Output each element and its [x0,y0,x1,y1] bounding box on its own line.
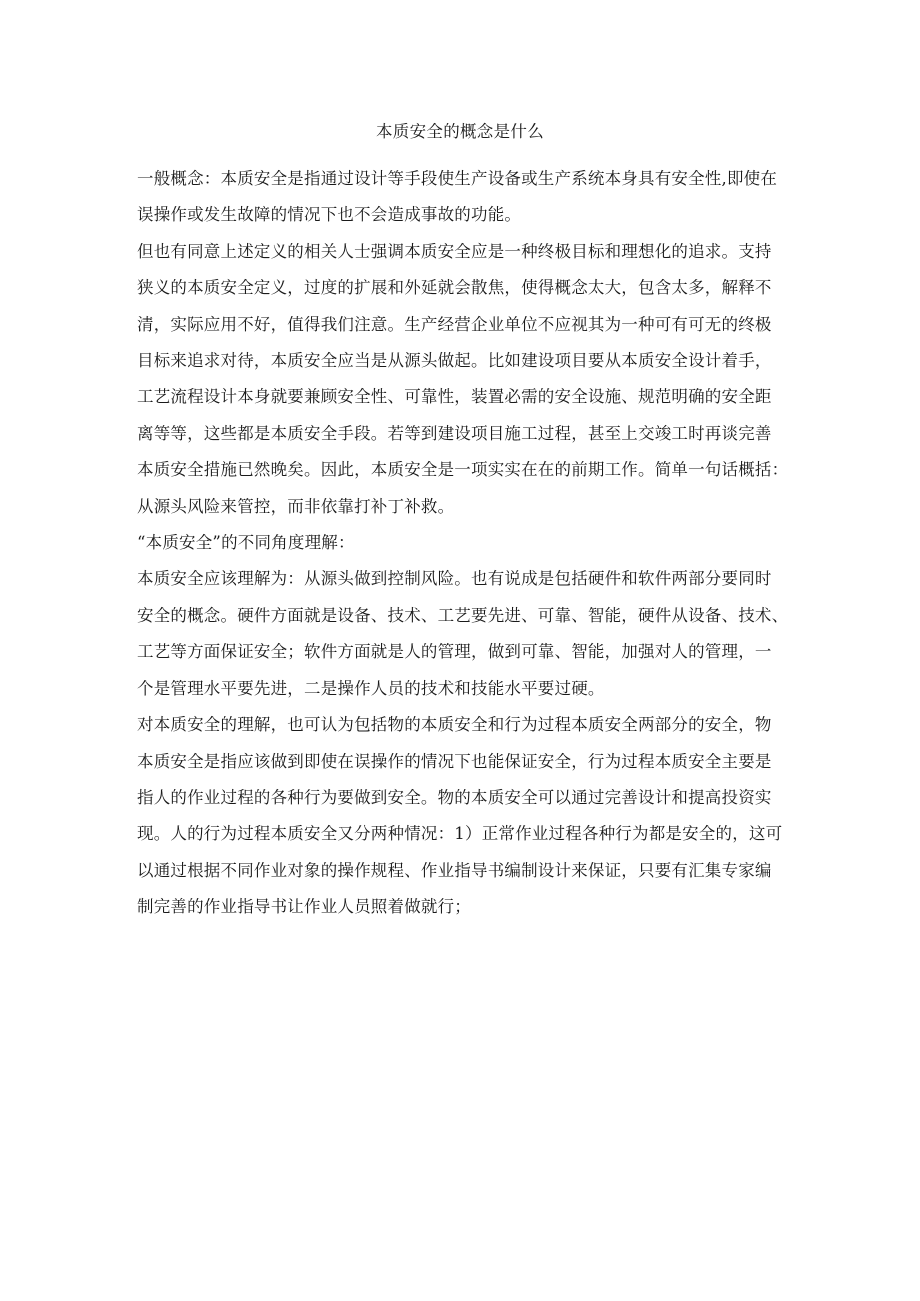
text-line: 一般概念：本质安全是指通过设计等手段使生产设备或生产系统本身具有安全性,即使在 [137,169,778,188]
text-line: 但也有同意上述定义的相关人士强调本质安全应是一种终极目标和理想化的追求。支持 [137,241,772,261]
text-line: 工艺流程设计本身就要兼顾安全性、可靠性，装置必需的安全设施、规范明确的安全距 [137,387,772,407]
text-line: 误操作或发生故障的情况下也不会造成事故的功能。 [137,205,522,225]
text-line: 清，实际应用不好，值得我们注意。生产经营企业单位不应视其为一种可有可无的终极 [137,314,772,334]
text-line: 工艺等方面保证安全；软件方面就是人的管理，做到可靠、智能，加强对人的管理，一 [137,642,772,662]
text-line: 本质安全措施已然晚矣。因此，本质安全是一项实实在在的前期工作。简单一句话概括： [137,460,789,480]
text-line: 现。人的行为过程本质安全又分两种情况：1）正常作业过程各种行为都是安全的，这可 [137,824,783,844]
text-line: 狭义的本质安全定义，过度的扩展和外延就会散焦，使得概念太大，包含太多，解释不 [137,278,772,298]
paragraph-general-concept [137,161,797,234]
text-line: 安全的概念。硬件方面就是设备、技术、工艺要先进、可靠、智能，硬件从设备、技术、 [137,605,789,625]
text-line: 目标来追求对待，本质安全应当是从源头做起。比如建设项目要从本质安全设计着手， [137,351,772,371]
document-body [137,161,797,926]
text-line: 以通过根据不同作业对象的操作规程、作业指导书编制设计来保证，只要有汇集专家编 [137,860,772,880]
text-line: 从源头风险来管控，而非依靠打补丁补救。 [137,496,455,516]
section-heading-perspectives [137,525,797,561]
text-line: 个是管理水平要先进，二是操作人员的技术和技能水平要过硬。 [137,678,605,698]
text-line: 本质安全应该理解为：从源头做到控制风险。也有说成是包括硬件和软件两部分要同时 [137,569,772,589]
text-line: 对本质安全的理解，也可认为包括物的本质安全和行为过程本质安全两部分的安全，物 [137,715,772,735]
paragraph-object-behavior [137,707,797,925]
text-line: 本质安全是指应该做到即使在误操作的情况下也能保证安全，行为过程本质安全主要是 [137,751,772,771]
text-line: 制完善的作业指导书让作业人员照着做就行； [137,897,471,917]
text-line: 指人的作业过程的各种行为要做到安全。物的本质安全可以通过完善设计和提高投资实 [137,787,772,807]
paragraph-hardware-software [137,561,797,707]
text-line: 离等等，这些都是本质安全手段。若等到建设项目施工过程，甚至上交竣工时再谈完善 [137,423,772,443]
text-line: “本质安全”的不同角度理解： [137,533,355,553]
paragraph-narrow-definition [137,234,797,525]
document-title: 本质安全的概念是什么 [376,122,544,141]
